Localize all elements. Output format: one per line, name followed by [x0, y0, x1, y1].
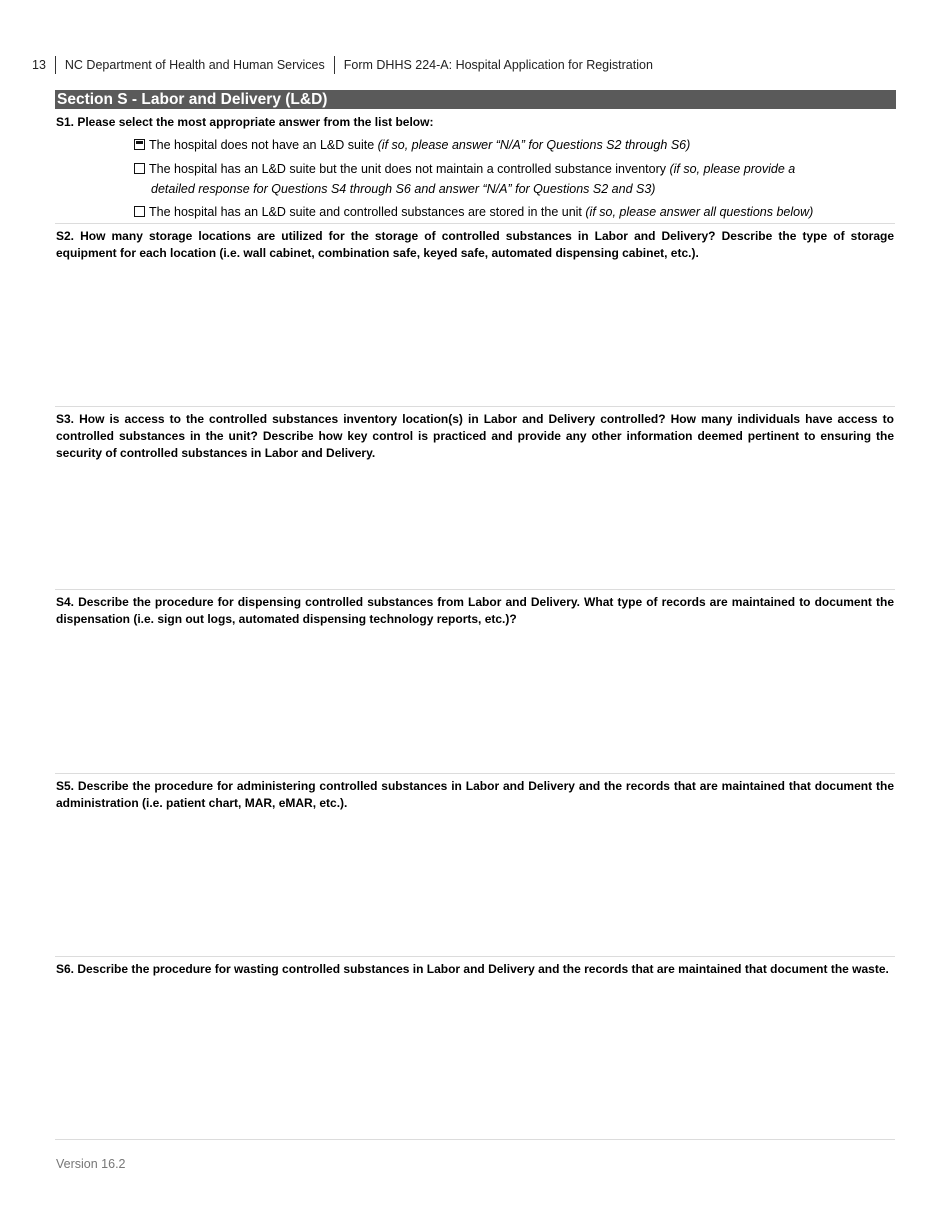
version-label: Version 16.2	[56, 1157, 126, 1171]
question-s5: S5. Describe the procedure for administering controlled substances in Labor and Delivery and the records that are maintained that document the administration (i.e. patient chart, MAR, eMAR, etc.).	[56, 779, 894, 810]
option-note-continued: detailed response for Questions S4 through S6 and answer “N/A” for Questions S2 and S3)	[151, 182, 656, 196]
question-s6: S6. Describe the procedure for wasting controlled substances in Labor and Delivery and the records that are maintained that document the waste.	[56, 962, 889, 976]
s1-option-no-inventory[interactable]	[134, 159, 834, 199]
question-s1-prompt: S1. Please select the most appropriate answer from the list below:	[56, 115, 434, 129]
divider	[55, 589, 895, 590]
page-header	[32, 56, 653, 74]
section-title: Section S - Labor and Delivery (L&D)	[55, 90, 896, 109]
checkbox-icon[interactable]	[134, 206, 145, 217]
option-text: The hospital does not have an L&D suite	[149, 138, 378, 152]
question-s2: S2. How many storage locations are utilized for the storage of controlled substances in Labor and Delivery? Describe the type of storage equipment for each location (i.e. wall cabinet, combination safe, keyed safe, automated dispensing cabinet, etc.).	[56, 229, 894, 260]
divider	[55, 223, 895, 224]
option-note: (if so, please answer “N/A” for Questions S2 through S6)	[377, 138, 691, 152]
form-title: Form DHHS 224-A: Hospital Application for Registration	[343, 58, 653, 72]
page-number: 13	[32, 58, 46, 72]
question-s3: S3. How is access to the controlled substances inventory location(s) in Labor and Delivery controlled? How many individuals have access to controlled substances in the unit? Describe how key control is practiced and provide any other information deemed pertinent to ensuring the security of controlled substances in Labor and Delivery.	[56, 412, 894, 460]
question-s4: S4. Describe the procedure for dispensing controlled substances from Labor and Delivery. What type of records are maintained to document the dispensation (i.e. sign out logs, automated dispensing technology reports, etc.)?	[56, 595, 894, 626]
divider	[55, 773, 895, 774]
footer-divider	[55, 1139, 895, 1140]
option-text: The hospital has an L&D suite but the unit does not maintain a controlled substance inventory	[149, 162, 670, 176]
option-note: (if so, please answer all questions below)	[585, 205, 814, 219]
option-note: (if so, please provide a	[669, 162, 796, 176]
header-separator	[55, 56, 56, 74]
header-separator	[334, 56, 335, 74]
divider	[55, 956, 895, 957]
s1-option-stored-in-unit[interactable]	[134, 202, 834, 222]
divider	[55, 406, 895, 407]
s1-option-no-ld-suite[interactable]	[134, 135, 834, 155]
checkbox-icon[interactable]	[134, 139, 145, 150]
checkbox-icon[interactable]	[134, 163, 145, 174]
department-name: NC Department of Health and Human Services	[64, 58, 325, 72]
option-text: The hospital has an L&D suite and controlled substances are stored in the unit	[149, 205, 586, 219]
